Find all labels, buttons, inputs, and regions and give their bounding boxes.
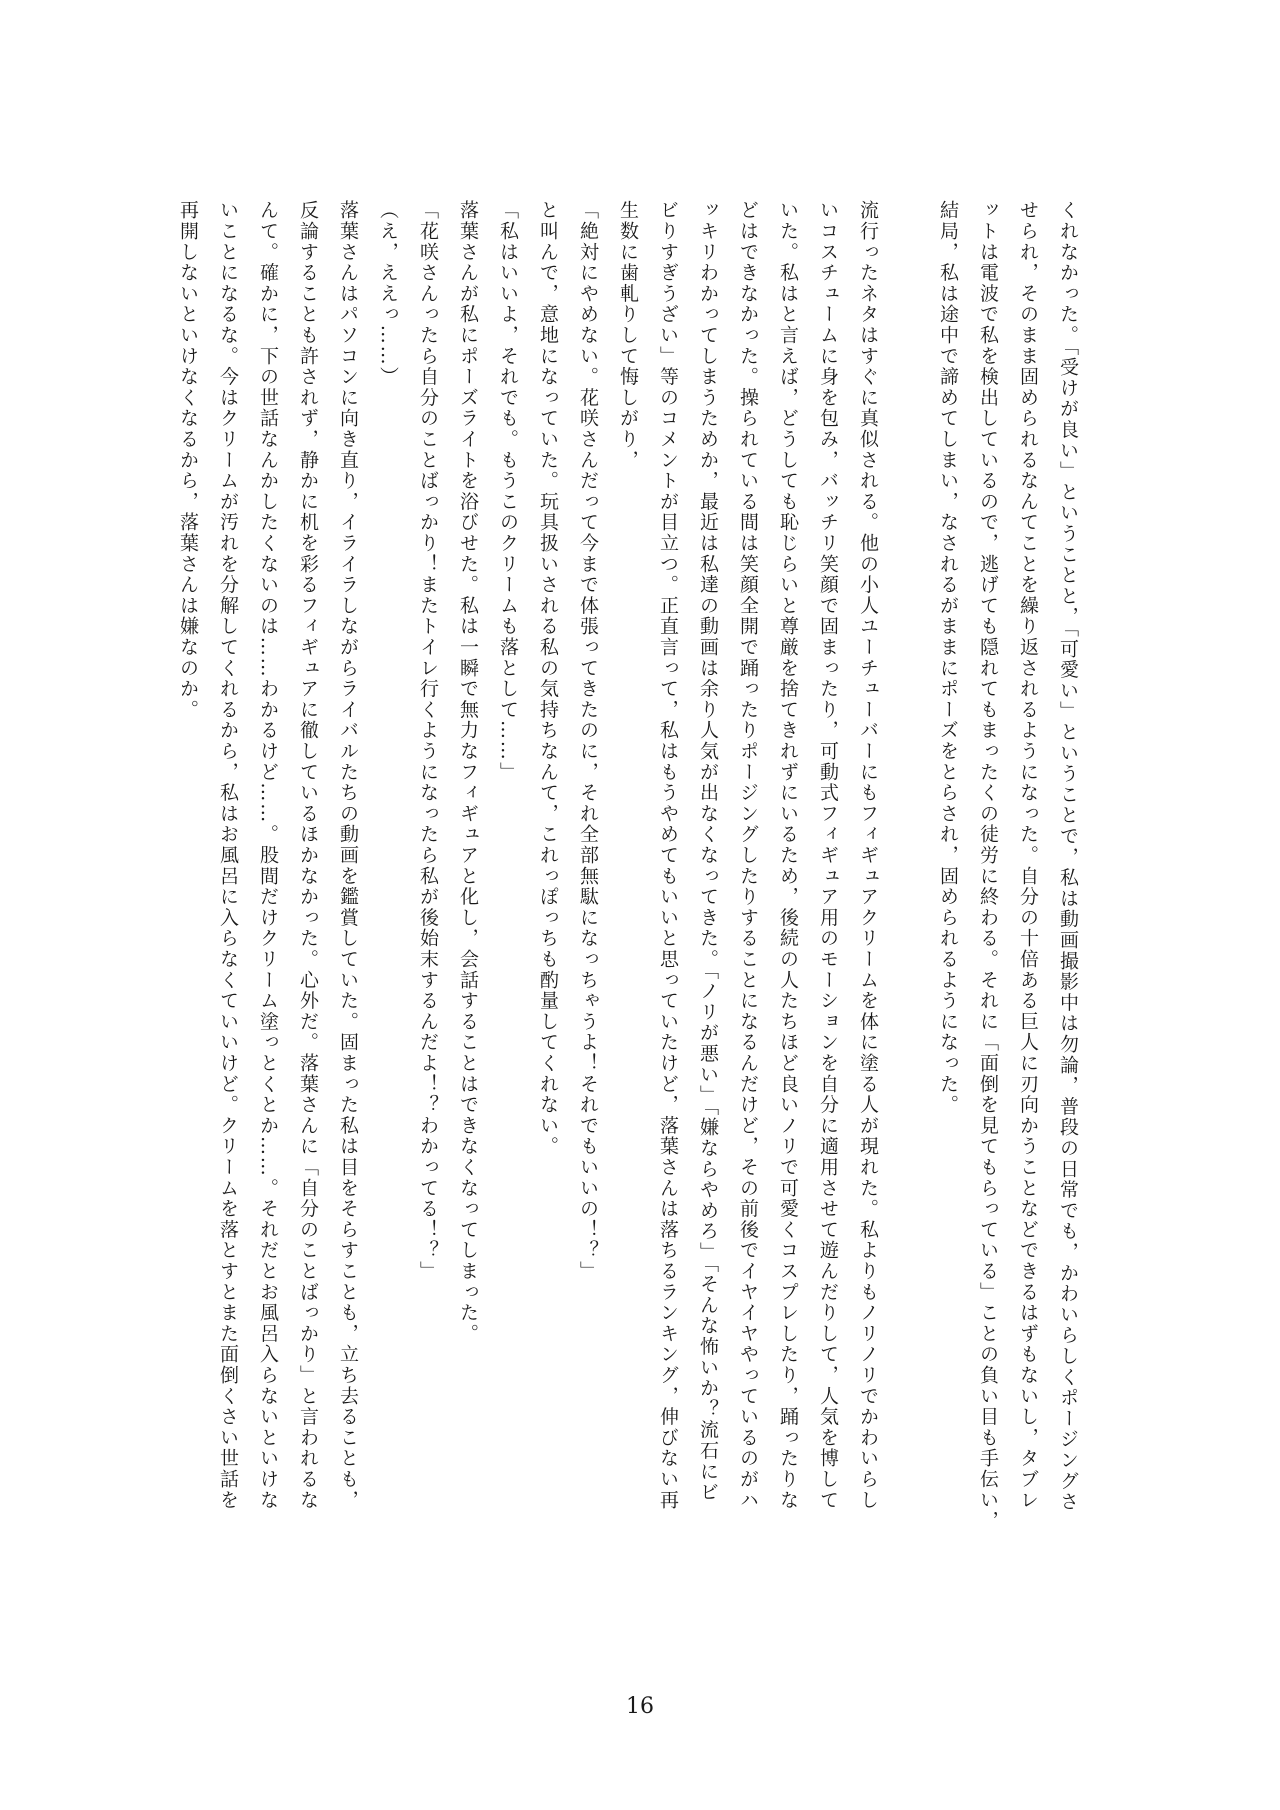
text-line: 反論することも許されず，静かに机を彩るフィギュアに徹しているほかなかった。心外だ。落葉さんに「自分のことばっかり」と言われるな xyxy=(297,200,319,1511)
blank-line xyxy=(888,200,928,1660)
page-number: 16 xyxy=(626,1694,654,1719)
text-line: せられ，そのまま固められるなんてことを繰り返されるようになった。自分の十倍ある巨人に刃向かうことなどできるはずもないし，タブレ xyxy=(1017,200,1039,1511)
text-line: いことになるな。今はクリームが汚れを分解してくれるから，私はお風呂に入らなくていいけど。クリームを落とすとまた面倒くさい世話を xyxy=(217,200,239,1511)
text-line: いた。私はと言えば，どうしても恥じらいと尊厳を捨てきれずにいるため，後続の人たちほど良いノリで可愛くコスプレしたり，踊ったりな xyxy=(777,200,799,1511)
text-line: ッキリわかってしまうためか，最近は私達の動画は余り人気が出なくなってきた。「ノリが悪い」「嫌ならやめろ」「そんな怖いか？流石にビ xyxy=(697,200,719,1503)
text-line: 流行ったネタはすぐに真似される。他の小人ユーチューバーにもフィギュアクリームを体に塗る人が現れた。私よりもノリノリでかわいらし xyxy=(857,200,879,1511)
text-line: んて。確かに，下の世話なんかしたくないのは……わかるけど……。股間だけクリーム塗っとくとか……。それだとお風呂入らないといけな xyxy=(257,200,279,1511)
text-line: 結局，私は途中で諦めてしまい，なされるがままにポーズをとらされ，固められるようになった。 xyxy=(937,200,959,1116)
text-line: 再開しないといけなくなるから，落葉さんは嫌なのか。 xyxy=(177,200,199,720)
text-line: どはできなかった。操られている間は笑顔全開で踊ったりポージングしたりすることになるんだけど，その前後でイヤイヤやっているのがハ xyxy=(737,200,759,1511)
text-line: （え，ええっ……） xyxy=(377,200,399,388)
text-line: 生数に歯軋りして悔しがり， xyxy=(617,200,639,471)
text-line: ットは電波で私を検出しているので，逃げても隠れてもまったくの徒労に終わる。それに「面倒を見てもらっている」ことの負い目も手伝い， xyxy=(977,200,999,1532)
text-line: 「絶対にやめない。花咲さんだって今まで体張ってきたのに，それ全部無駄になっちゃうよ！それでもいいの！？」 xyxy=(577,200,599,1282)
text-line: 落葉さんが私にポーズライトを浴びせた。私は一瞬で無力なフィギュアと化し，会話することはできなくなってしまった。 xyxy=(457,200,479,1344)
text-line: くれなかった。「受けが良い」ということと，「可愛い」ということで，私は動画撮影中は勿論，普段の日常でも，かわいらしくポージングさ xyxy=(1057,200,1079,1513)
text-line: 「花咲さんったら自分のことばっかり！またトイレ行くようになったら私が後始末するんだよ！？わかってる！？」 xyxy=(417,200,439,1282)
text-line: 「私はいいよ，それでも。もうこのクリームも落として……」 xyxy=(497,200,519,783)
text-line: と叫んで，意地になっていた。玩具扱いされる私の気持ちなんて，これっぽっちも酌量してくれない。 xyxy=(537,200,559,1157)
body-text xyxy=(177,200,1088,1660)
text-line: 落葉さんはパソコンに向き直り，イライラしながらライバルたちの動画を鑑賞していた。固まった私は目をそらすことも，立ち去ることも， xyxy=(337,200,359,1511)
text-line: ビりすぎうざい」等のコメントが目立つ。正直言って，私はもうやめてもいいと思っていたけど，落葉さんは落ちるランキング，伸びない再 xyxy=(657,200,679,1511)
text-line: いコスチュームに身を包み，バッチリ笑顔で固まったり，可動式フィギュア用のモーションを自分に適用させて遊んだりして，人気を博して xyxy=(817,200,839,1511)
